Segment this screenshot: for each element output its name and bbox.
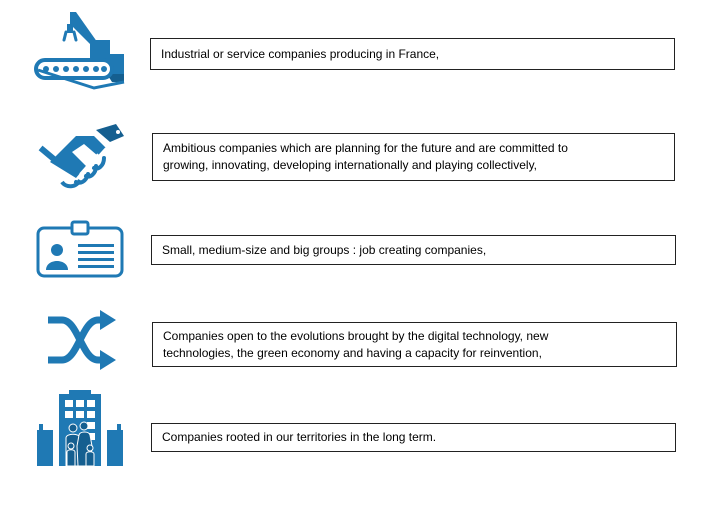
criterion-text-1: Industrial or service companies producing in France, [161, 46, 440, 61]
criterion-box-4 [152, 322, 677, 367]
criterion-box-1 [150, 38, 675, 70]
criterion-box-2 [152, 133, 675, 181]
building-family-icon [37, 390, 123, 468]
conveyor-robot-arm-icon [34, 10, 126, 90]
criterion-text-4: Companies open to the evolutions brought by the digital technology, new technologies, the green economy and having a capacity for reinvention, [163, 328, 549, 360]
handshake-icon [36, 122, 126, 192]
shuffle-arrows-icon [44, 310, 118, 370]
criterion-box-3 [151, 235, 676, 265]
criterion-text-2: Ambitious companies which are planning for the future and are committed to growing, innovating, developing internationally and playing collectively, [163, 141, 568, 172]
criterion-text-3: Small, medium-size and big groups : job creating companies, [162, 242, 487, 257]
criterion-text-5: Companies rooted in our territories in the long term. [162, 430, 437, 444]
id-badge-icon [36, 220, 126, 278]
criterion-box-5 [151, 423, 676, 452]
